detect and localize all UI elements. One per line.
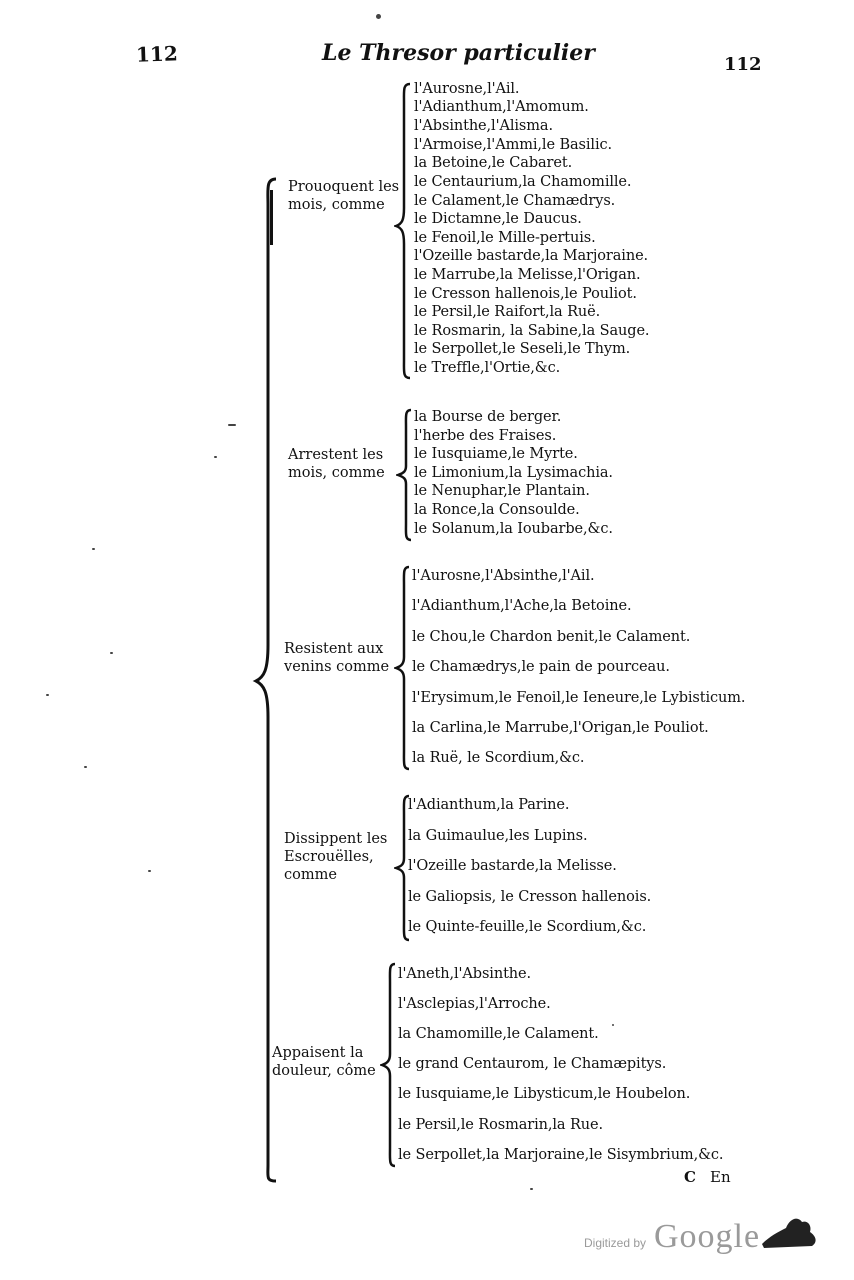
outer-brace <box>252 175 282 1185</box>
signature-mark: C <box>684 1168 696 1186</box>
list-item: l'Erysimum,le Fenoil,le Ieneure,le Lybisticum. <box>412 690 746 706</box>
ink-speck <box>376 14 381 19</box>
list-item: la Chamomille,le Calament. <box>398 1026 599 1042</box>
category-1: Prouoquent les mois, comme <box>288 179 400 213</box>
list-item: le Fenoil,le Mille-pertuis. <box>414 230 596 246</box>
watermark-brand: Google <box>654 1218 761 1255</box>
list-item: le Iusquiame,le Myrte. <box>414 446 578 462</box>
category-4: Dissippent les Escrouëlles, comme <box>284 831 388 883</box>
list-item: le Persil,le Rosmarin,la Rue. <box>398 1117 604 1133</box>
list-item: la Guimaulue,les Lupins. <box>408 828 588 844</box>
ink-speck <box>92 548 95 550</box>
list-item: l'herbe des Fraises. <box>414 428 557 444</box>
outer-brace-mark <box>270 190 273 245</box>
list-item: le Chou,le Chardon benit,le Calament. <box>412 629 691 645</box>
list-item: le Nenuphar,le Plantain. <box>414 483 590 499</box>
brace-group-3 <box>394 565 412 771</box>
ink-speck <box>214 456 217 458</box>
list-item: la Betoine,le Cabaret. <box>414 155 573 171</box>
ink-speck <box>110 652 113 654</box>
category-3: Resistent aux venins comme <box>284 641 390 675</box>
list-item: l'Ozeille bastarde,la Melisse. <box>408 858 617 874</box>
list-item: l'Ozeille bastarde,la Marjoraine. <box>414 248 649 264</box>
list-item: la Ronce,la Consoulde. <box>414 502 580 518</box>
list-item: l'Adianthum,l'Ache,la Betoine. <box>412 598 632 614</box>
ink-speck <box>148 870 151 872</box>
list-item: le Limonium,la Lysimachia. <box>414 465 613 481</box>
list-item: l'Armoise,l'Ammi,le Basilic. <box>414 137 613 153</box>
list-item: le Serpollet,le Seseli,le Thym. <box>414 341 631 357</box>
ink-speck <box>84 766 87 768</box>
list-item: le Serpollet,la Marjoraine,le Sisymbrium,&c. <box>398 1147 724 1163</box>
list-item: le Galiopsis, le Cresson hallenois. <box>408 889 652 905</box>
list-item: le Solanum,la Ioubarbe,&c. <box>414 521 613 537</box>
list-item: le Cresson hallenois,le Pouliot. <box>414 286 637 302</box>
ink-speck <box>46 694 49 696</box>
category-5: Appaisent la douleur, côme <box>272 1045 376 1079</box>
list-item: la Carlina,le Marrube,l'Origan,le Pouliot. <box>412 720 709 736</box>
list-item: le Iusquiame,le Libysticum,le Houbelon. <box>398 1086 691 1102</box>
ink-blot-mark <box>760 1210 820 1250</box>
list-item: le Rosmarin, la Sabine,la Sauge. <box>414 323 650 339</box>
list-item: l'Adianthum,l'Amomum. <box>414 99 589 115</box>
list-item: le Treffle,l'Ortie,&c. <box>414 360 561 376</box>
category-2: Arrestent les mois, comme <box>288 447 385 481</box>
list-item: le Dictamne,le Daucus. <box>414 211 582 227</box>
running-title: Le Thresor particulier <box>322 40 595 66</box>
list-item: la Bourse de berger. <box>414 409 562 425</box>
list-item: le Calament,le Chamædrys. <box>414 193 616 209</box>
list-item: le Marrube,la Melisse,l'Origan. <box>414 267 641 283</box>
list-item: l'Aurosne,l'Absinthe,l'Ail. <box>412 568 595 584</box>
list-item: l'Absinthe,l'Alisma. <box>414 118 553 134</box>
brace-group-1 <box>394 82 414 380</box>
ink-speck <box>228 424 236 426</box>
brace-group-5 <box>380 962 398 1168</box>
catchword: En <box>710 1168 731 1186</box>
list-item: l'Aurosne,l'Ail. <box>414 81 520 97</box>
list-item: l'Aneth,l'Absinthe. <box>398 966 532 982</box>
page-number-right: 112 <box>724 54 762 75</box>
brace-group-2 <box>396 408 414 542</box>
list-item: le Persil,le Raifort,la Ruë. <box>414 304 601 320</box>
list-item: la Ruë, le Scordium,&c. <box>412 750 585 766</box>
list-item: l'Asclepias,l'Arroche. <box>398 996 551 1012</box>
page-number-left: 112 <box>135 41 179 67</box>
list-item: le Centaurium,la Chamomille. <box>414 174 632 190</box>
ink-speck <box>612 1024 614 1026</box>
list-item: le grand Centaurom, le Chamæpitys. <box>398 1056 667 1072</box>
list-item: le Chamædrys,le pain de pourceau. <box>412 659 670 675</box>
watermark-prefix: Digitized by <box>584 1236 647 1250</box>
list-item: l'Adianthum,la Parine. <box>408 797 570 813</box>
list-item: le Quinte-feuille,le Scordium,&c. <box>408 919 647 935</box>
ink-speck <box>530 1188 533 1190</box>
